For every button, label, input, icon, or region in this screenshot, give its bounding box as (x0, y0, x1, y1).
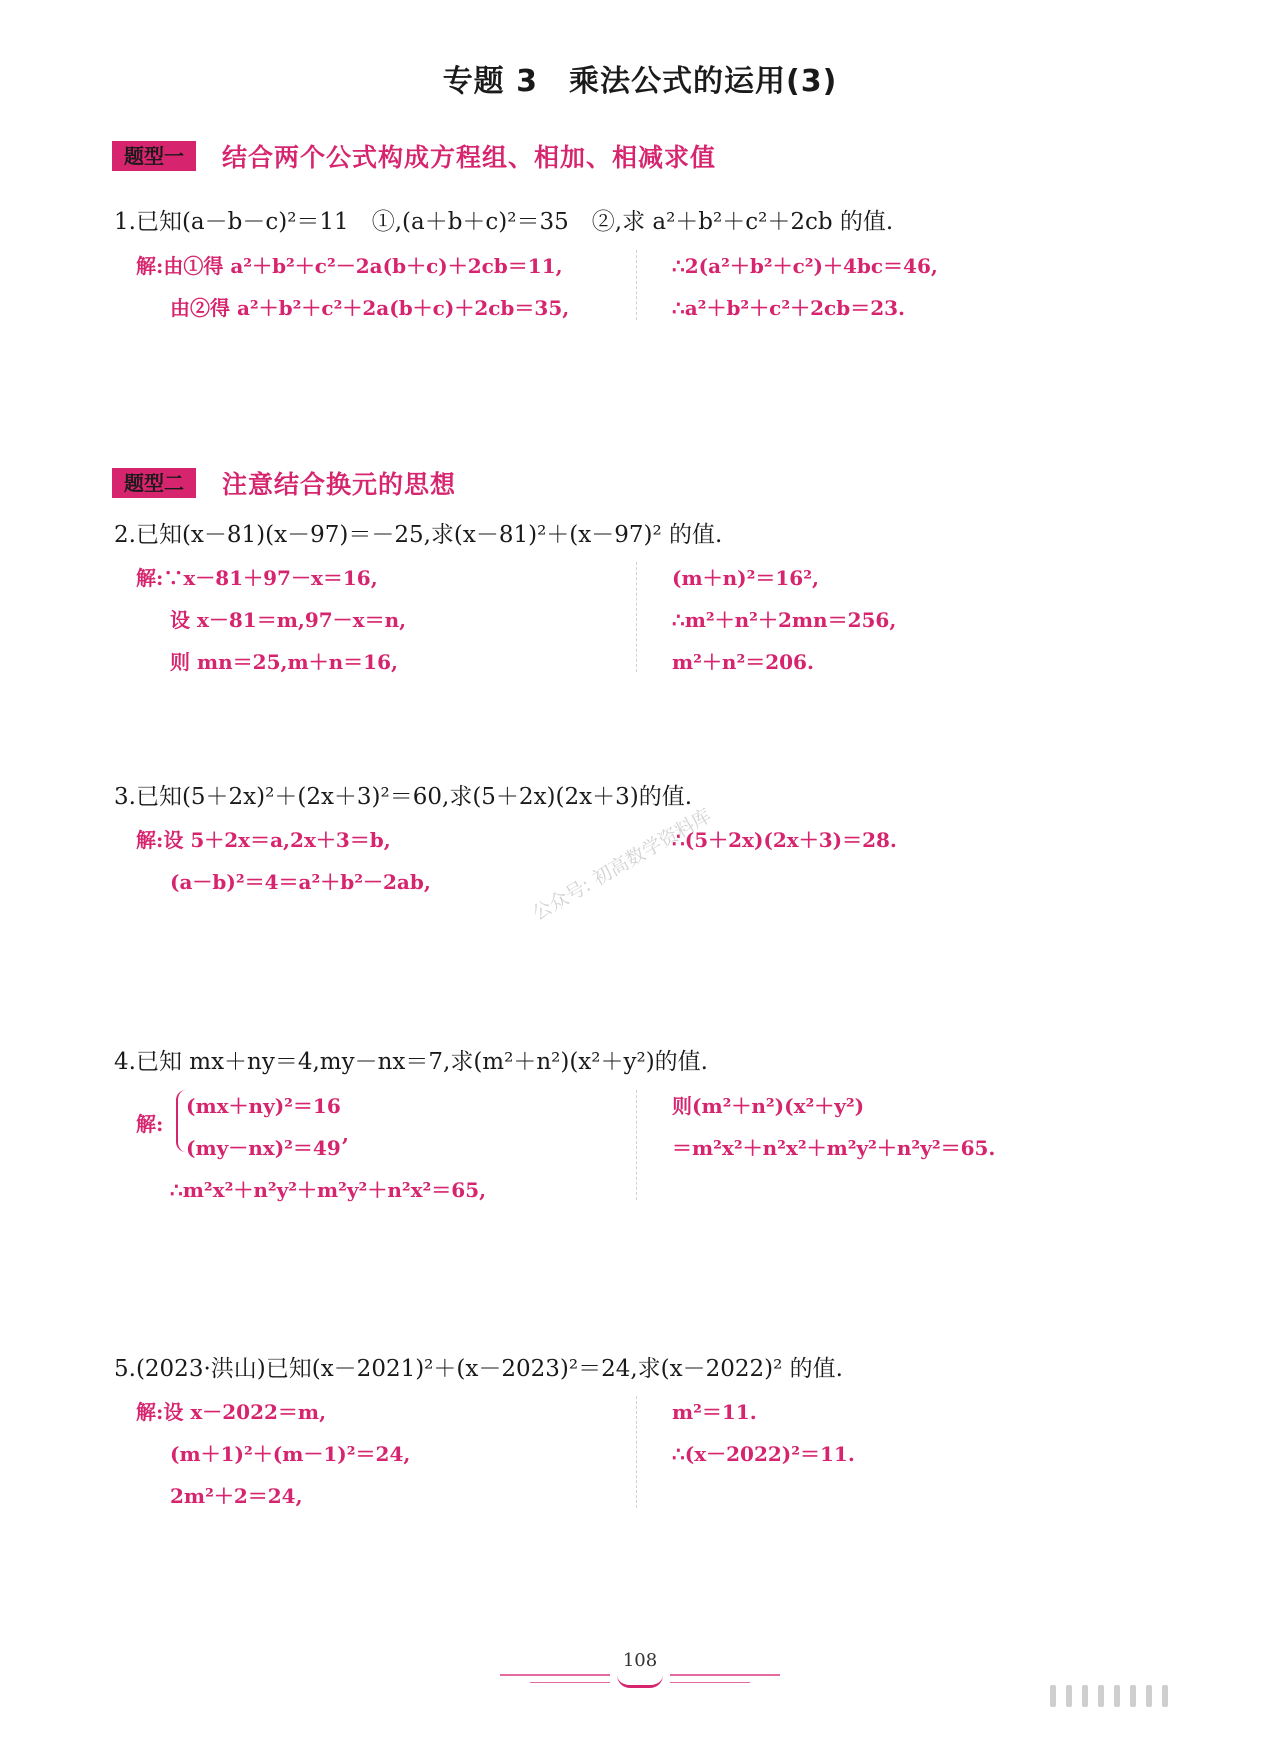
section-header-1 (112, 140, 716, 172)
page-number: 108 (622, 1650, 658, 1671)
q1-solution-line: ∴a²＋b²＋c²＋2cb＝23. (672, 296, 905, 320)
edge-mark (1082, 1685, 1088, 1707)
footer-rule-left-thin (530, 1682, 610, 1683)
edge-mark (1098, 1685, 1104, 1707)
edge-mark (1130, 1685, 1136, 1707)
q2-solution-line: 设 x－81＝m,97－x＝n, (170, 608, 407, 632)
q4-solution-line: (my－nx)²＝49 (186, 1136, 341, 1160)
question-5: 5.(2023·洪山)已知(x－2021)²＋(x－2023)²＝24,求(x－2022)² 的值. (114, 1356, 843, 1382)
page-title: 专题 3 乘法公式的运用(3) (442, 64, 838, 99)
section-tag: 题型二 (112, 468, 196, 498)
edge-mark (1066, 1685, 1072, 1707)
q2-solution-line: 解:∵x－81＋97－x＝16, (136, 566, 378, 590)
q4-solution-label: 解: (136, 1112, 164, 1136)
q1-solution-line: 由②得 a²＋b²＋c²＋2a(b＋c)＋2cb＝35, (170, 296, 570, 320)
q2-solution-line: ∴m²＋n²＋2mn＝256, (672, 608, 897, 632)
question-3: 3.已知(5＋2x)²＋(2x＋3)²＝60,求(5＋2x)(2x＋3)的值. (114, 784, 693, 810)
section-header-2 (112, 467, 456, 499)
q4-solution-line: (mx＋ny)²＝16 (186, 1094, 341, 1118)
q1-solution-line: 解:由①得 a²＋b²＋c²－2a(b＋c)＋2cb＝11, (136, 254, 563, 278)
edge-mark (1050, 1685, 1056, 1707)
column-divider (636, 250, 637, 320)
footer-rule-right-thin (670, 1682, 750, 1683)
question-4: 4.已知 mx＋ny＝4,my－nx＝7,求(m²＋n²)(x²＋y²)的值. (114, 1049, 708, 1075)
question-1: 1.已知(a－b－c)²＝11 ①,(a＋b＋c)²＝35 ②,求 a²＋b²＋c²＋2cb 的值. (114, 209, 894, 235)
q2-solution-line: 则 mn＝25,m＋n＝16, (170, 650, 398, 674)
footer-rule-right (670, 1674, 780, 1676)
q3-solution-line: (a－b)²＝4＝a²＋b²－2ab, (170, 870, 431, 894)
section-title: 注意结合换元的思想 (222, 470, 457, 499)
q4-solution-line: ∴m²x²＋n²y²＋m²y²＋n²x²＝65, (170, 1178, 487, 1202)
q2-solution-line: m²＋n²＝206. (672, 650, 814, 674)
edge-mark (1162, 1685, 1168, 1707)
footer-rule-left (500, 1674, 610, 1676)
edge-mark (1114, 1685, 1120, 1707)
q3-solution-line: ∴(5＋2x)(2x＋3)＝28. (672, 828, 897, 852)
section-title: 结合两个公式构成方程组、相加、相减求值 (222, 143, 717, 172)
q4-solution-line: 则(m²＋n²)(x²＋y²) (672, 1094, 865, 1118)
q5-solution-line: 解:设 x－2022＝m, (136, 1400, 327, 1424)
q5-solution-line: 2m²＋2＝24, (170, 1484, 303, 1508)
column-divider (636, 562, 637, 672)
footer-ornament (617, 1675, 663, 1688)
q2-solution-line: (m＋n)²＝16², (672, 566, 819, 590)
edge-mark (1146, 1685, 1152, 1707)
q5-solution-line: ∴(x－2022)²＝11. (672, 1442, 855, 1466)
section-tag: 题型一 (112, 141, 196, 171)
watermark: 公众号: 初高数学资料库 (528, 804, 716, 925)
q3-solution-line: 解:设 5＋2x＝a,2x＋3＝b, (136, 828, 391, 852)
q5-solution-line: m²＝11. (672, 1400, 757, 1424)
q4-brace-comma: , (342, 1122, 349, 1146)
q1-solution-line: ∴2(a²＋b²＋c²)＋4bc＝46, (672, 254, 938, 278)
q4-solution-line: ＝m²x²＋n²x²＋m²y²＋n²y²＝65. (672, 1136, 996, 1160)
scan-edge-marks (1050, 1685, 1168, 1707)
column-divider (636, 1396, 637, 1508)
question-2: 2.已知(x－81)(x－97)＝－25,求(x－81)²＋(x－97)² 的值. (114, 522, 723, 548)
column-divider (636, 1090, 637, 1200)
q5-solution-line: (m＋1)²＋(m－1)²＝24, (170, 1442, 411, 1466)
